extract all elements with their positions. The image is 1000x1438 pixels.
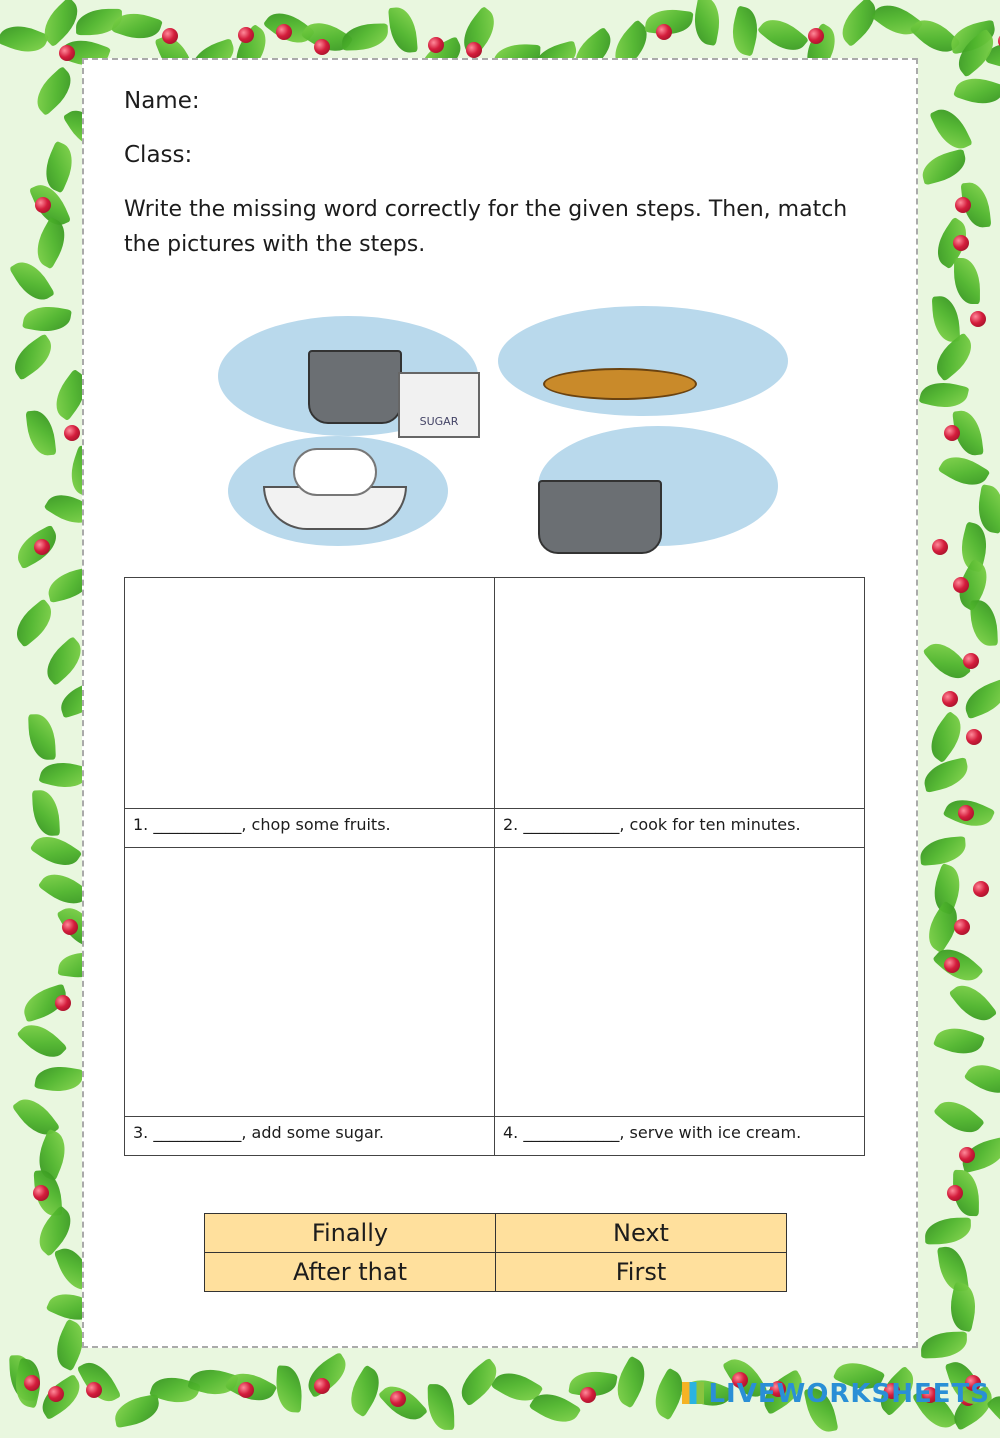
word-finally[interactable]: Finally — [205, 1214, 496, 1253]
instructions: Write the missing word correctly for the given steps. Then, match the pictures with the steps. — [124, 197, 848, 257]
class-label: Class: — [124, 142, 193, 168]
holly-leaf-icon — [919, 377, 970, 413]
holly-leaf-icon — [970, 599, 998, 646]
step-2: 2. ____________, cook for ten minutes. — [495, 809, 865, 848]
holly-leaf-icon — [921, 1332, 967, 1359]
holly-leaf-icon — [28, 714, 56, 761]
holly-leaf-icon — [919, 836, 967, 866]
holly-leaf-icon — [22, 302, 72, 336]
liveworksheets-logo — [682, 1379, 990, 1409]
holly-berry-icon — [59, 45, 75, 61]
holly-leaf-icon — [275, 1365, 304, 1412]
holly-leaf-icon — [945, 1282, 980, 1332]
holly-berry-icon — [656, 24, 672, 40]
holly-leaf-icon — [112, 1393, 162, 1427]
picture-drop-cell[interactable] — [125, 578, 495, 809]
holly-berry-icon — [466, 42, 482, 58]
step-3: 3. ___________, add some sugar. — [125, 1117, 495, 1156]
brand-text: LIVEWORKSHEETS — [708, 1379, 990, 1409]
holly-leaf-icon — [77, 1356, 122, 1409]
word-after-that[interactable]: After that — [205, 1253, 496, 1292]
word-next[interactable]: Next — [496, 1214, 787, 1253]
holly-berry-icon — [314, 1378, 330, 1394]
holly-berry-icon — [276, 24, 292, 40]
pot-icon — [308, 350, 402, 424]
holly-berry-icon — [966, 729, 982, 745]
holly-leaf-icon — [690, 0, 724, 46]
holly-berry-icon — [955, 197, 971, 213]
holly-leaf-icon — [921, 711, 969, 763]
holly-leaf-icon — [0, 18, 49, 59]
holly-leaf-icon — [948, 977, 997, 1029]
holly-leaf-icon — [28, 217, 73, 270]
holly-leaf-icon — [388, 6, 418, 54]
holly-leaf-icon — [934, 1092, 986, 1142]
holly-leaf-icon — [933, 1021, 985, 1061]
picture-drop-cell[interactable] — [495, 578, 865, 809]
holly-berry-icon — [973, 881, 989, 897]
holly-leaf-icon — [30, 1205, 80, 1257]
holly-leaf-icon — [954, 258, 980, 304]
name-label: Name: — [124, 88, 200, 114]
holly-berry-icon — [34, 539, 50, 555]
holly-berry-icon — [55, 995, 71, 1011]
holly-leaf-icon — [929, 103, 973, 156]
holly-leaf-icon — [960, 679, 1000, 720]
holly-berry-icon — [970, 311, 986, 327]
holly-leaf-icon — [953, 71, 1000, 110]
holly-leaf-icon — [932, 295, 960, 342]
holly-berry-icon — [947, 1185, 963, 1201]
holly-leaf-icon — [925, 1217, 972, 1244]
holly-leaf-icon — [28, 66, 80, 116]
holly-berry-icon — [944, 957, 960, 973]
holly-leaf-icon — [964, 1056, 1000, 1103]
ice-cream-icon — [293, 448, 377, 496]
holly-leaf-icon — [25, 409, 56, 458]
holly-leaf-icon — [16, 1016, 67, 1067]
holly-berry-icon — [580, 1387, 596, 1403]
holly-berry-icon — [953, 235, 969, 251]
holly-berry-icon — [959, 1147, 975, 1163]
pot-stirring-icon — [538, 480, 662, 554]
holly-berry-icon — [238, 1382, 254, 1398]
holly-berry-icon — [314, 39, 330, 55]
fruit-board-icon — [543, 368, 697, 400]
holly-berry-icon — [954, 919, 970, 935]
step-4: 4. ____________, serve with ice cream. — [495, 1117, 865, 1156]
liveworksheets-logo-icon — [682, 1382, 704, 1404]
word-bank — [204, 1213, 787, 1292]
word-first[interactable]: First — [496, 1253, 787, 1292]
holly-berry-icon — [33, 1185, 49, 1201]
cooking-illustration — [198, 276, 788, 556]
holly-berry-icon — [64, 425, 80, 441]
holly-berry-icon — [944, 425, 960, 441]
holly-berry-icon — [932, 539, 948, 555]
holly-berry-icon — [958, 805, 974, 821]
holly-leaf-icon — [757, 11, 809, 60]
holly-berry-icon — [942, 691, 958, 707]
holly-leaf-icon — [928, 332, 980, 381]
holly-leaf-icon — [920, 757, 971, 793]
picture-drop-cell[interactable] — [495, 848, 865, 1117]
holly-leaf-icon — [34, 1062, 84, 1096]
holly-leaf-icon — [7, 333, 60, 380]
holly-leaf-icon — [31, 789, 59, 836]
holly-leaf-icon — [342, 23, 389, 50]
sugar-bag-icon: SUGAR — [398, 372, 480, 438]
holly-leaf-icon — [919, 149, 970, 186]
holly-berry-icon — [428, 37, 444, 53]
steps-table — [124, 577, 865, 1156]
holly-berry-icon — [808, 28, 824, 44]
step-1: 1. ___________, chop some fruits. — [125, 809, 495, 848]
holly-leaf-icon — [428, 1384, 455, 1430]
holly-leaf-icon — [8, 598, 60, 647]
holly-berry-icon — [963, 653, 979, 669]
picture-drop-cell[interactable] — [125, 848, 495, 1117]
